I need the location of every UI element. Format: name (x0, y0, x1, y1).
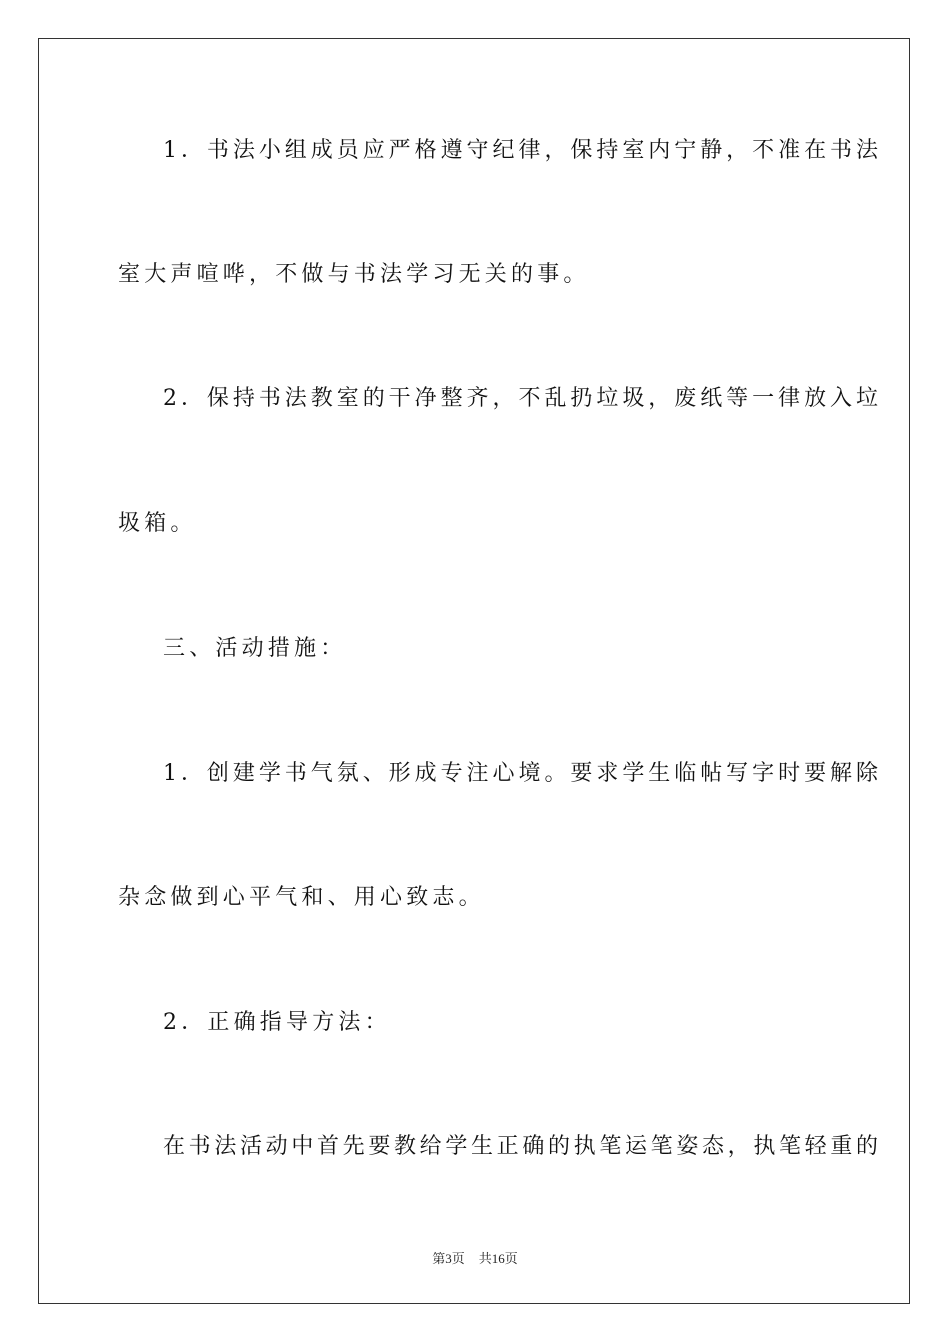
page-footer (0, 1248, 950, 1267)
page-total: 共16页 (478, 1251, 518, 1266)
measure-1-line-1: 1．创建学书气氛、形成专注心境。要求学生临帖写字时要解除 (163, 761, 878, 786)
rule-2-line-2: 圾箱。 (118, 511, 197, 536)
rule-2-line-1: 2．保持书法教室的干净整齐，不乱扔垃圾，废纸等一律放入垃 (163, 386, 878, 411)
page-border (38, 38, 910, 1304)
section-heading-measures: 三、活动措施： (163, 636, 347, 661)
measure-2-paragraph-line-1: 在书法活动中首先要教给学生正确的执笔运笔姿态，执笔轻重的 (163, 1134, 878, 1159)
rule-1-line-1: 1．书法小组成员应严格遵守纪律，保持室内宁静，不准在书法 (163, 138, 878, 163)
page-number: 第3页 (432, 1251, 465, 1266)
rule-1-line-2: 室大声喧哗，不做与书法学习无关的事。 (118, 262, 590, 287)
measure-2-heading: 2．正确指导方法： (163, 1010, 391, 1035)
measure-1-line-2: 杂念做到心平气和、用心致志。 (118, 885, 485, 910)
